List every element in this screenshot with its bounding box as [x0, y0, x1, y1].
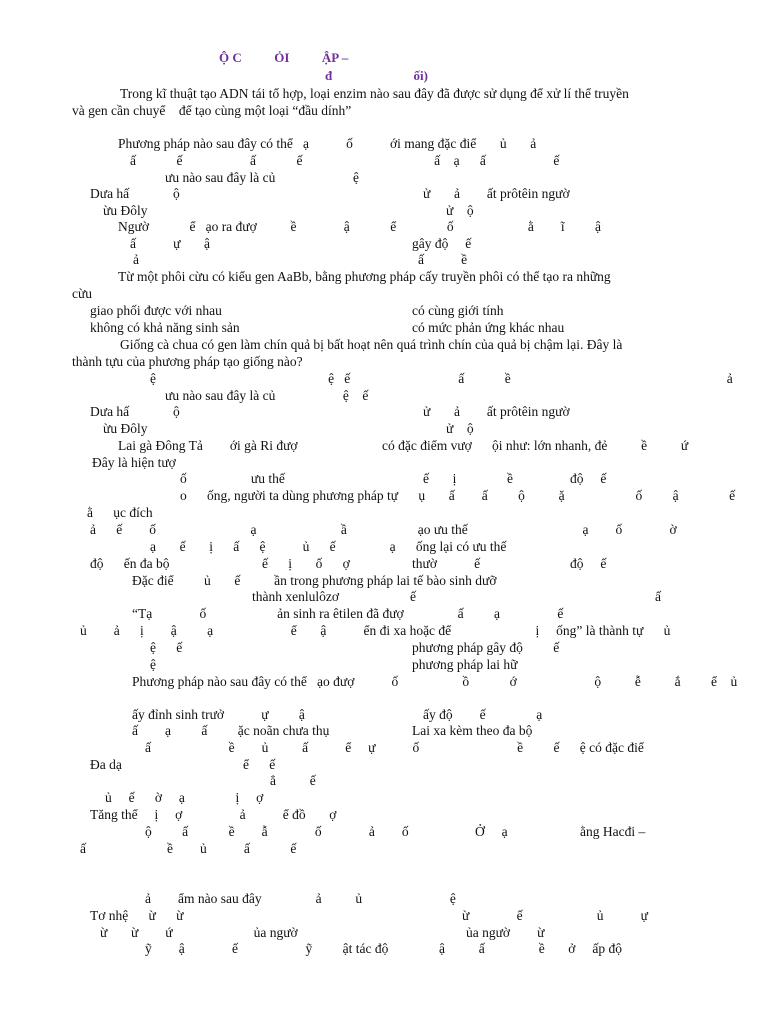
- text-line: có đặc điểm vượ ội như: lớn nhanh, đẻ ề ứ: [382, 438, 689, 453]
- text-line: ệ ệ ế ấ ề ả: [150, 371, 733, 386]
- text-line: ử ả ất prôtêin ngườ: [423, 186, 570, 201]
- text-line: ấ ự ậ: [130, 236, 211, 251]
- text-line: ử ộ: [446, 421, 474, 436]
- text-line: Lai gà Đông Tả ới gà Ri đượ: [118, 438, 298, 453]
- text-line: Đặc điể ủ ế ần trong phương pháp lai tế bào sinh dưỡ: [132, 573, 497, 588]
- text-line: ấ: [655, 589, 661, 604]
- text-line: ẳ ế: [270, 773, 316, 788]
- text-line: ử ộ: [446, 203, 474, 218]
- text-line: ế ị ố ợ: [262, 556, 350, 571]
- text-line: ủ ế ờ ạ ị ợ: [105, 790, 264, 805]
- text-line: ả ế ố ạ ầ ạo ưu thế ạ ố ờ: [90, 522, 677, 537]
- text-line: ả ẩm nào sau đây ả ủ ệ: [145, 891, 456, 906]
- text-line: Phương pháp nào sau đây có thể ạ ố ới mang đặc điể ủ ả: [118, 136, 537, 151]
- text-line: độ ế: [570, 556, 607, 571]
- text-line: ưu nào sau đây là củ ệ: [165, 170, 360, 185]
- text-line: ấy đỉnh sinh trưở ự ậ: [132, 707, 305, 722]
- text-line: độ ế: [570, 471, 607, 486]
- text-line: ể ế: [243, 757, 276, 772]
- text-line: Trong kĩ thuật tạo ADN tái tổ hợp, loại enzim nào sau đây đã được sử dụng để xử lí thể truyền: [120, 86, 629, 101]
- text-line: độ ến đa bộ: [90, 556, 170, 571]
- text-line: Tơ nhệ ừ ừ: [90, 908, 184, 923]
- text-line: và gen cần chuyể để tạo cùng một loại “đầu dính”: [72, 103, 352, 118]
- text-line: thành xenlulôzơ: [252, 589, 339, 604]
- text-line: ộ ấ ề ẫ ố ả ố: [145, 824, 409, 839]
- text-line: ạ ế ị ấ ệ ủ ế ạ ống lại có ưu thế: [150, 539, 507, 554]
- text-line: ệ ế: [150, 640, 183, 655]
- document-subtitle: đ ối): [325, 68, 428, 83]
- text-line: ệ: [150, 657, 156, 672]
- text-line: Phương pháp nào sau đây có thể ạo đượ ố ồ ớ ộ ễ ắ ể ủ: [132, 674, 738, 689]
- text-line: ấ ạ ấ ặc noãn chưa thụ: [132, 723, 330, 738]
- text-line: Đây là hiện tượ: [92, 455, 176, 470]
- text-line: cừu: [72, 286, 93, 301]
- text-line: Đa dạ: [90, 757, 122, 772]
- text-line: ế ị ề: [423, 471, 513, 486]
- document-title: Ộ C ỎI ẬP –: [219, 50, 349, 65]
- text-line: ủ ả ị ậ ạ ể ậ ển đi xa hoặc để ị ống” là thành tự ủ: [80, 623, 671, 638]
- text-line: phương pháp lai hữ: [412, 657, 518, 672]
- text-line: Ngườ ể ạo ra đượ ề ậ ể ố ằ ĩ ậ: [118, 219, 601, 234]
- text-line: Dưa hấ ộ: [90, 186, 180, 201]
- text-line: ử ả ất prôtêin ngườ: [423, 404, 570, 419]
- text-line: Dưa hấ ộ: [90, 404, 180, 419]
- text-line: ằng Hacđi –: [580, 824, 646, 839]
- text-line: ế: [410, 589, 416, 604]
- text-line: ừu Đôly: [103, 421, 148, 436]
- text-line: có mức phản ứng khác nhau: [412, 320, 565, 335]
- text-line: thành tựu của phương pháp tạo giống nào?: [72, 354, 303, 369]
- text-line: ấy độ ế ạ: [423, 707, 543, 722]
- text-line: Lai xa kèm theo đa bộ: [412, 723, 533, 738]
- text-line: ưu nào sau đây là củ ệ ế: [165, 388, 369, 403]
- text-line: Ở ạ: [475, 824, 508, 839]
- text-line: ằ ục đích: [87, 505, 153, 520]
- text-line: không có khả năng sinh sản: [90, 320, 240, 335]
- text-line: gây độ ế: [412, 236, 472, 251]
- text-line: Tăng thể ị ợ ả ể đồ ợ: [90, 807, 337, 822]
- text-line: ấ ề ủ ấ ế: [80, 841, 297, 856]
- text-line: có cùng giới tính: [412, 303, 504, 318]
- text-line: ừ ừ ứ ủa ngườ: [100, 925, 298, 940]
- text-line: ỹ ậ ế ỹ ật tác độ ậ ấ ề ở ấp độ: [145, 941, 622, 956]
- text-line: phương pháp gây độ ế: [412, 640, 560, 655]
- text-line: ấ ề ủ ấ ể ự ố ề ế ệ có đặc điể: [145, 740, 644, 755]
- text-line: thườ ế: [412, 556, 481, 571]
- text-line: ừu Đôly: [103, 203, 148, 218]
- text-line: Giống cà chua có gen làm chín quả bị bất hoạt nên quá trình chín của quả bị chậm lại. Đây là: [120, 337, 623, 352]
- text-line: “Tạ ố ản sinh ra êtilen đã đượ ấ ạ ế: [132, 606, 564, 621]
- text-line: ố ưu thế: [180, 471, 285, 486]
- text-line: ả: [133, 252, 139, 267]
- text-line: ừ ế ủ ự: [462, 908, 649, 923]
- text-line: ủa ngườ ừ: [466, 925, 545, 940]
- text-line: giao phối được với nhau: [90, 303, 222, 318]
- text-line: ấ ế ấ ế ấ ạ ấ ế: [130, 153, 560, 168]
- text-line: ấ ề: [418, 252, 468, 267]
- text-line: o ống, người ta dùng phương pháp tự ụ ấ ấ ộ ặ ố ậ ế: [180, 488, 736, 503]
- text-line: Từ một phôi cừu có kiểu gen AaBb, bằng phương pháp cấy truyền phôi có thể tạo ra những: [118, 269, 611, 284]
